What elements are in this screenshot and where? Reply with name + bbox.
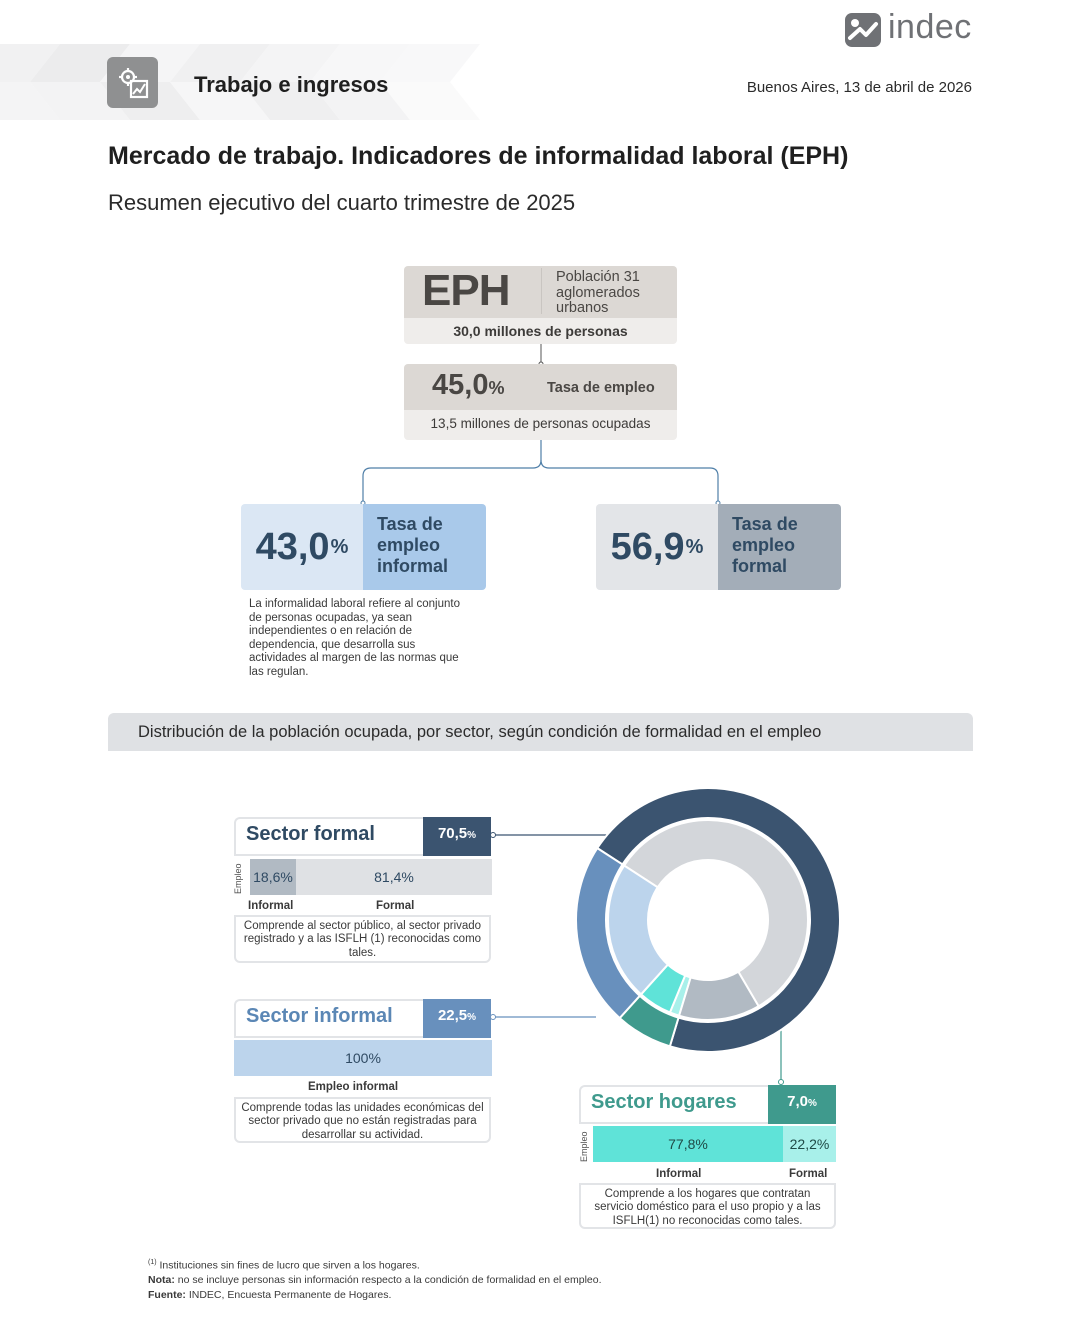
- indec-logo-icon: [844, 12, 882, 48]
- formal-rate-label: Tasa de empleo formal: [718, 504, 841, 590]
- eph-logo: EPH: [422, 266, 510, 315]
- sector-informal-bar: 100%: [234, 1040, 492, 1076]
- sector-hogares-formal-bar: 22,2%: [783, 1126, 836, 1162]
- informality-definition: La informalidad laboral refiere al conjunto de personas ocupadas, ya sean independientes o en relación de dependencia, que desarrolla sus actividades al margen de las normas que las regulan.: [249, 598, 460, 678]
- vertical-label: Empleo: [233, 863, 243, 894]
- divider: [541, 268, 542, 314]
- section-title: Trabajo e ingresos: [194, 72, 389, 97]
- gears-chart-icon: [107, 57, 158, 108]
- sector-formal-card: [234, 817, 491, 856]
- formal-rate-value: 56,9 %: [596, 504, 718, 590]
- sector-informal-note: Comprende todas las unidades económicas del sector privado que no están registradas para desarrollar su actividad.: [234, 1097, 491, 1143]
- formal-label: Formal: [376, 900, 415, 912]
- sector-formal-title: Sector formal: [246, 823, 375, 845]
- indec-logo-text: indec: [888, 8, 972, 46]
- employment-rate-value: 45,0%: [432, 369, 505, 401]
- population-label: Población 31 aglomerados urbanos: [556, 269, 640, 316]
- informal-rate-value: 43,0 %: [241, 504, 363, 590]
- informal-rate-label: Tasa de empleo informal: [363, 504, 486, 590]
- sector-hogares-informal-bar: 77,8%: [593, 1126, 783, 1162]
- informal-rate-card: [241, 504, 486, 590]
- sector-hogares-card: [579, 1085, 836, 1124]
- distribution-title: Distribución de la población ocupada, por sector, según condición de formalidad en el empleo: [108, 713, 973, 751]
- sector-formal-formal-bar: 81,4%: [296, 859, 492, 895]
- footnote: $^{(1)}$ Instituciones sin fines de lucro que sirven a los hogares.: [148, 1259, 420, 1272]
- sector-informal-title: Sector informal: [246, 1005, 393, 1027]
- sector-formal-informal-bar: 18,6%: [250, 859, 296, 895]
- formal-rate-card: [596, 504, 841, 590]
- report-subtitle: Resumen ejecutivo del cuarto trimestre de 2025: [108, 190, 576, 215]
- population-value: 30,0 millones de personas: [404, 318, 677, 344]
- source: Fuente: INDEC, Encuesta Permanente de Hogares.: [148, 1289, 392, 1301]
- employment-rate-label: Tasa de empleo: [547, 380, 655, 396]
- note: Nota: no se incluye personas sin información respecto a la condición de formalidad en el empleo.: [148, 1274, 602, 1286]
- report-date: Buenos Aires, 13 de abril de 2026: [746, 79, 972, 96]
- employed-persons: 13,5 millones de personas ocupadas: [404, 410, 677, 440]
- sector-donut-chart: [572, 784, 844, 1056]
- report-title: Mercado de trabajo. Indicadores de informalidad laboral (EPH): [108, 142, 849, 170]
- formal-label-hogares: Formal: [789, 1168, 828, 1180]
- sector-hogares-note: Comprende a los hogares que contratan servicio doméstico para el uso propio y a las ISFLH(1) no reconocidas como tales.: [579, 1183, 836, 1229]
- sector-informal-card: [234, 999, 491, 1038]
- informal-label: Informal: [248, 900, 294, 912]
- informal-label-hogares: Informal: [656, 1168, 702, 1180]
- sector-formal-share: 70,5%: [423, 817, 491, 856]
- vertical-label-hogares: Empleo: [579, 1131, 589, 1162]
- informal-employment-label: Empleo informal: [308, 1081, 399, 1093]
- sector-formal-note: Comprende al sector público, al sector privado registrado y a las ISFLH (1) reconocidas como tales.: [234, 915, 491, 963]
- sector-hogares-title: Sector hogares: [591, 1091, 737, 1113]
- sector-hogares-share: 7,0%: [768, 1085, 836, 1124]
- sector-informal-share: 22,5%: [423, 999, 491, 1038]
